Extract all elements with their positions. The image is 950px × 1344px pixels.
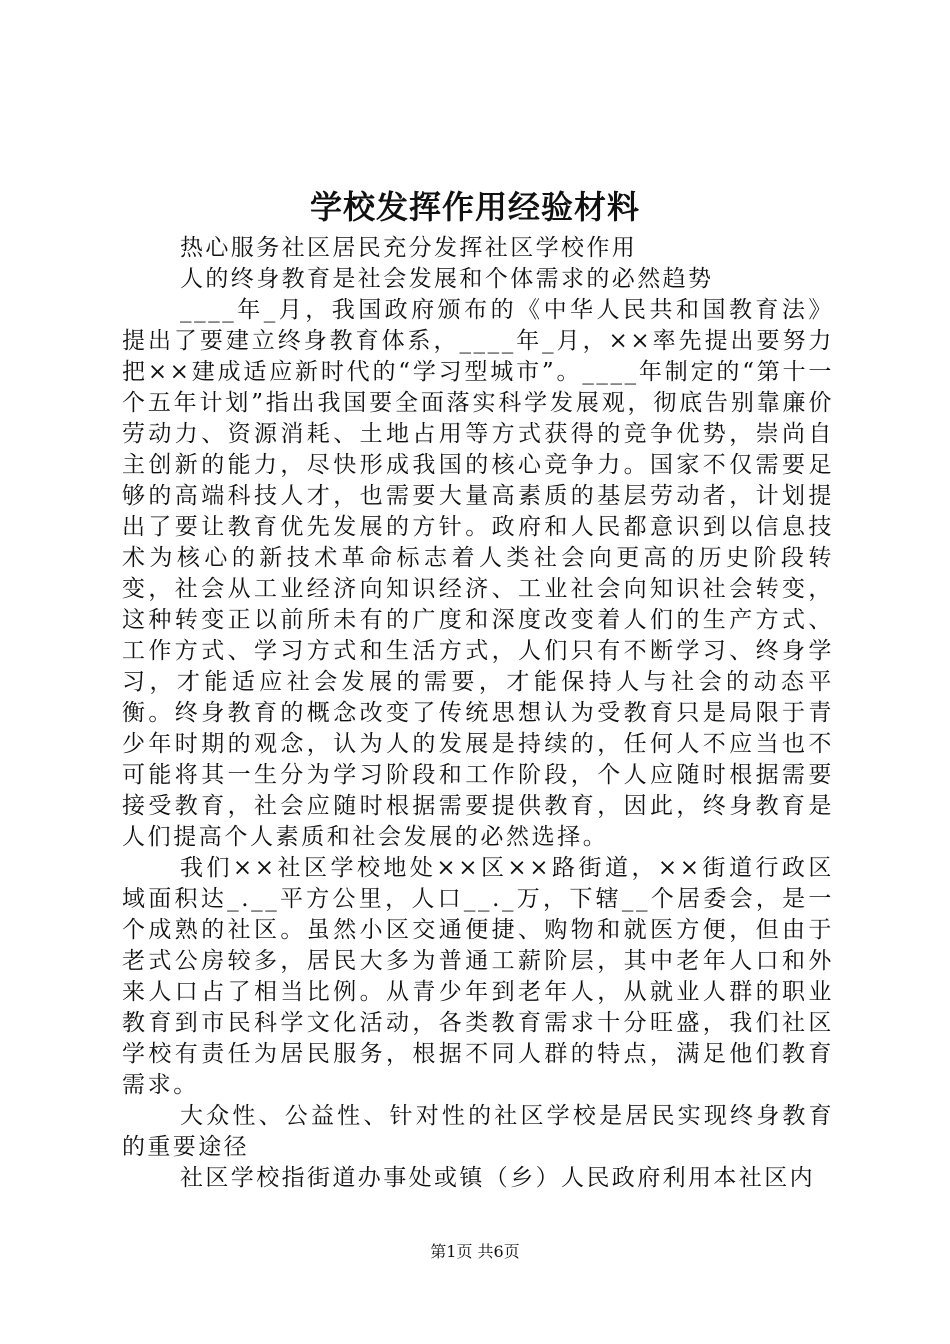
paragraph-community-school-definition: 社区学校指街道办事处或镇（乡）人民政府利用本社区内 (180, 1165, 815, 1191)
paragraph-heading-community-school: 大众性、公益性、针对性的社区学校是居民实现终身教育的重要途径 (122, 1103, 834, 1160)
paragraph-subtitle: 热心服务社区居民充分发挥社区学校作用 (180, 235, 638, 261)
paragraph-community-school: 我们××社区学校地处××区××路街道，××街道行政区域面积达_.__平方公里，人口__._万，下辖__个居委会，是一个成熟的社区。虽然小区交通便捷、购物和就医方便，但由于老式公房较多，居民大多为普通工薪阶层，其中老年人口和外来人口占了相当比例。从青少年到老年人，从就业人群的职业教育到市民科学文化活动，各类教育需求十分旺盛，我们社区学校有责任为居民服务，根据不同人群的特点，满足他们教育需求。 (122, 855, 834, 1098)
paragraph-heading-lifelong-education: 人的终身教育是社会发展和个体需求的必然趋势 (180, 266, 714, 292)
document-title: 学校发挥作用经验材料 (309, 188, 640, 226)
page-number: 第1页 共6页 (430, 1242, 520, 1261)
document-body (122, 233, 834, 1194)
paragraph-lifelong-education: ____年_月，我国政府颁布的《中华人民共和国教育法》提出了要建立终身教育体系，____年_月，××率先提出要努力把××建成适应新时代的“学习型城市”。____年制定的“第十一个五年计划”指出我国要全面落实科学发展观，彻底告别靠廉价劳动力、资源消耗、土地占用等方式获得的竞争优势，崇尚自主创新的能力，尽快形成我国的核心竞争力。国家不仅需要足够的高端科技人才，也需要大量高素质的基层劳动者，计划提出了要让教育优先发展的方针。政府和人民都意识到以信息技术为核心的新技术革命标志着人类社会向更高的历史阶段转变，社会从工业经济向知识经济、工业社会向知识社会转变，这种转变正以前所未有的广度和深度改变着人们的生产方式、工作方式、学习方式和生活方式，人们只有不断学习、终身学习，才能适应社会发展的需要，才能保持人与社会的动态平衡。终身教育的概念改变了传统思想认为受教育只是局限于青少年时期的观念，认为人的发展是持续的，任何人不应当也不可能将其一生分为学习阶段和工作阶段，个人应随时根据需要接受教育，社会应随时根据需要提供教育，因此，终身教育是人们提高个人素质和社会发展的必然选择。 (122, 297, 834, 850)
